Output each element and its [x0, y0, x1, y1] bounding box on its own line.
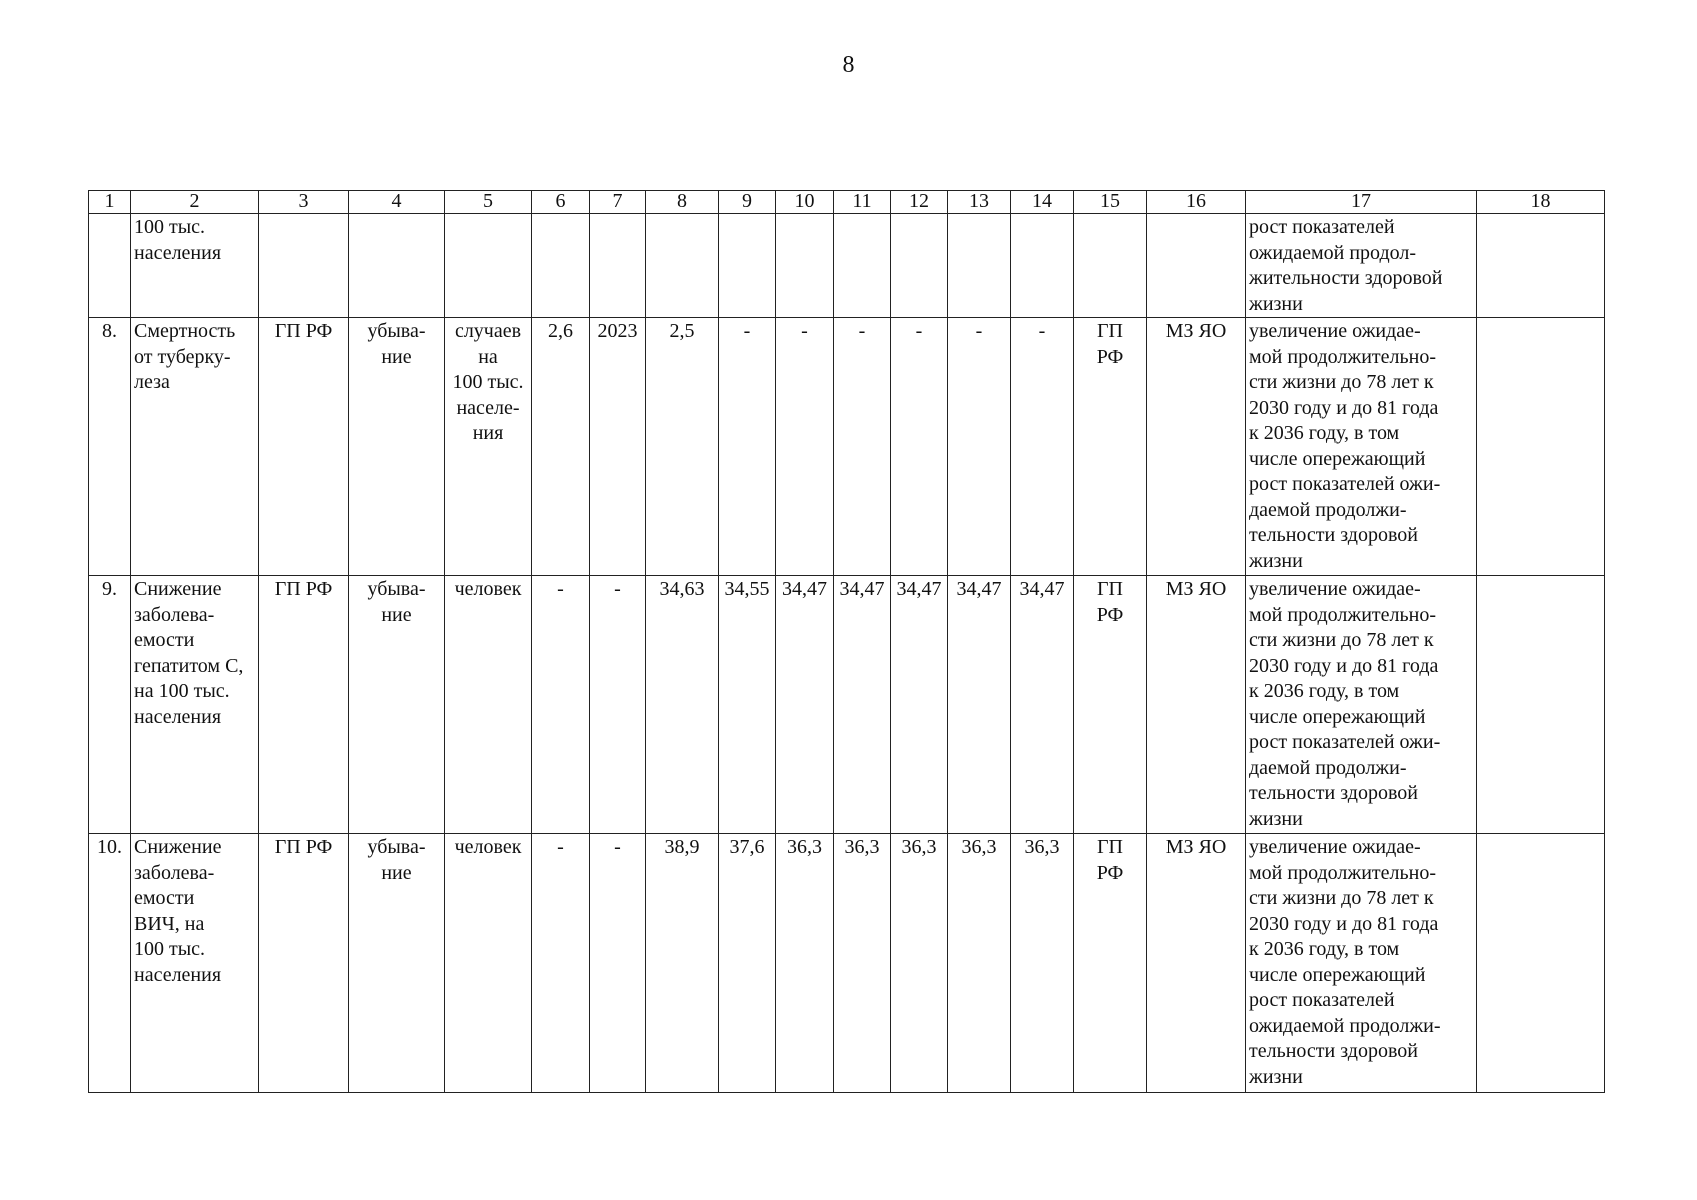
goal-link-line: тельности здоровой	[1249, 1040, 1418, 1062]
goal-link-line: сти жизни до 78 лет к	[1249, 371, 1434, 393]
empty-cell	[891, 214, 948, 318]
table-row	[89, 834, 1605, 1093]
goal-link-line: числе опережающий	[1249, 447, 1426, 470]
unit-of-measure	[445, 576, 532, 834]
year-value-8: 2,5	[646, 318, 719, 576]
unit-of-measure-line: населе-	[456, 396, 520, 419]
empty-cell	[1477, 214, 1605, 318]
goal-link	[1246, 318, 1477, 576]
responsible-body: МЗ ЯО	[1147, 834, 1246, 1093]
indicator-name-line: населения	[134, 705, 222, 728]
indicator-trend	[349, 834, 445, 1093]
year-value-12: 34,47	[891, 576, 948, 834]
indicator-name-line: заболева-	[134, 861, 215, 884]
cont-goal-text	[1246, 214, 1477, 318]
indicator-name-line: на 100 тыс.	[134, 680, 230, 702]
indicator-name-line: гепатитом С,	[134, 654, 244, 677]
year-value-11: -	[834, 318, 891, 576]
goal-link-line: к 2036 году, в том	[1249, 938, 1400, 960]
year-value-13: -	[948, 318, 1011, 576]
header-cell-9: 9	[719, 191, 776, 214]
header-cell-17: 17	[1246, 191, 1477, 214]
unit-of-measure-line: ния	[472, 422, 504, 444]
indicator-name-line: ВИЧ, на	[134, 912, 205, 935]
header-cell-13: 13	[948, 191, 1011, 214]
source-document-line: ГП	[1096, 320, 1123, 342]
goal-link-line: ожидаемой продолжи-	[1249, 1014, 1441, 1037]
header-row	[89, 191, 1605, 214]
source-document-line: РФ	[1096, 861, 1124, 884]
empty-cell	[590, 214, 646, 318]
header-cell-11: 11	[834, 191, 891, 214]
unit-of-measure-line: 100 тыс.	[452, 371, 524, 393]
header-cell-18: 18	[1477, 191, 1605, 214]
year-value-8: 34,63	[646, 576, 719, 834]
year-value-11: 36,3	[834, 834, 891, 1093]
goal-link-line: 2030 году и до 81 года	[1249, 912, 1439, 935]
source-document	[1074, 576, 1147, 834]
indicator-trend-line: убыва-	[367, 320, 426, 342]
responsible-body: МЗ ЯО	[1147, 318, 1246, 576]
empty-cell	[646, 214, 719, 318]
row-number: 8.	[89, 318, 131, 576]
table-row	[89, 318, 1605, 576]
indicator-name-line: населения	[134, 963, 222, 986]
base-year: -	[590, 576, 646, 834]
responsible-body: МЗ ЯО	[1147, 576, 1246, 834]
goal-link-line: 2030 году и до 81 года	[1249, 654, 1439, 677]
indicators-table	[88, 190, 1605, 1093]
header-cell-1: 1	[89, 191, 131, 214]
year-value-11: 34,47	[834, 576, 891, 834]
goal-link-line: тельности здоровой	[1249, 782, 1418, 804]
indicator-name-line: леза	[134, 371, 170, 393]
header-cell-15: 15	[1074, 191, 1147, 214]
header-cell-5: 5	[445, 191, 532, 214]
cont-indicator-name	[131, 214, 259, 318]
page-number: 8	[842, 52, 855, 78]
header-cell-7: 7	[590, 191, 646, 214]
header-cell-6: 6	[532, 191, 590, 214]
indicator-name	[131, 834, 259, 1093]
base-value: 2,6	[532, 318, 590, 576]
header-cell-4: 4	[349, 191, 445, 214]
unit-of-measure-line: человек	[454, 578, 522, 600]
indicator-level: ГП РФ	[259, 576, 349, 834]
header-cell-10: 10	[776, 191, 834, 214]
header-cell-8: 8	[646, 191, 719, 214]
goal-link-line: к 2036 году, в том	[1249, 680, 1400, 702]
year-value-10: -	[776, 318, 834, 576]
base-year: 2023	[590, 318, 646, 576]
continuation-row	[89, 214, 1605, 318]
header-cell-2: 2	[131, 191, 259, 214]
goal-link-line: рост показателей ожи-	[1249, 473, 1441, 495]
goal-link-line: к 2036 году, в том	[1249, 422, 1400, 444]
empty-cell	[89, 214, 131, 318]
goal-link-line: жизни	[1249, 807, 1303, 830]
table-row	[89, 576, 1605, 834]
cont-goal-text-line: рост показателей	[1249, 216, 1395, 238]
year-value-10: 34,47	[776, 576, 834, 834]
goal-link-line: тельности здоровой	[1249, 524, 1418, 546]
goal-link-line: жизни	[1249, 549, 1303, 572]
base-value: -	[532, 834, 590, 1093]
indicator-level: ГП РФ	[259, 834, 349, 1093]
goal-link-line: числе опережающий	[1249, 963, 1426, 986]
cont-indicator-name-line: населения	[134, 241, 222, 264]
empty-cell	[776, 214, 834, 318]
note-cell	[1477, 834, 1605, 1093]
goal-link-line: числе опережающий	[1249, 705, 1426, 728]
goal-link	[1246, 576, 1477, 834]
goal-link-line: 2030 году и до 81 года	[1249, 396, 1439, 419]
note-cell	[1477, 576, 1605, 834]
goal-link-line: сти жизни до 78 лет к	[1249, 629, 1434, 651]
source-document-line: РФ	[1096, 603, 1124, 626]
empty-cell	[834, 214, 891, 318]
unit-of-measure-line: человек	[454, 836, 522, 858]
indicator-trend-line: ние	[381, 603, 412, 626]
cont-indicator-name-line: 100 тыс.	[134, 216, 206, 238]
header-cell-12: 12	[891, 191, 948, 214]
goal-link-line: жизни	[1249, 1065, 1303, 1088]
year-value-10: 36,3	[776, 834, 834, 1093]
goal-link-line: рост показателей	[1249, 989, 1395, 1011]
indicator-trend-line: убыва-	[367, 578, 426, 600]
empty-cell	[1011, 214, 1074, 318]
goal-link-line: увеличение ожидае-	[1249, 836, 1421, 858]
header-cell-3: 3	[259, 191, 349, 214]
year-value-12: 36,3	[891, 834, 948, 1093]
year-value-14: 36,3	[1011, 834, 1074, 1093]
indicator-trend	[349, 318, 445, 576]
goal-link	[1246, 834, 1477, 1093]
unit-of-measure-line: случаев	[454, 320, 522, 342]
empty-cell	[349, 214, 445, 318]
source-document	[1074, 318, 1147, 576]
cont-goal-text-line: жительности здоровой	[1249, 267, 1443, 289]
goal-link-line: увеличение ожидае-	[1249, 320, 1421, 342]
header-cell-16: 16	[1147, 191, 1246, 214]
goal-link-line: сти жизни до 78 лет к	[1249, 887, 1434, 909]
goal-link-line: мой продолжительно-	[1249, 345, 1436, 368]
goal-link-line: даемой продолжи-	[1249, 756, 1407, 779]
goal-link-line: мой продолжительно-	[1249, 861, 1436, 884]
empty-cell	[259, 214, 349, 318]
indicator-name-line: Снижение	[134, 836, 222, 858]
indicator-trend-line: убыва-	[367, 836, 426, 858]
note-cell	[1477, 318, 1605, 576]
cont-goal-text-line: ожидаемой продол-	[1249, 241, 1416, 264]
indicator-name-line: Снижение	[134, 578, 222, 600]
source-document-line: РФ	[1096, 345, 1124, 368]
year-value-13: 36,3	[948, 834, 1011, 1093]
indicator-name-line: заболева-	[134, 603, 215, 626]
indicator-name-line: 100 тыс.	[134, 938, 206, 960]
indicator-name	[131, 318, 259, 576]
goal-link-line: рост показателей ожи-	[1249, 731, 1441, 753]
year-value-9: 37,6	[719, 834, 776, 1093]
indicator-trend-line: ние	[381, 861, 412, 884]
indicator-level: ГП РФ	[259, 318, 349, 576]
source-document	[1074, 834, 1147, 1093]
empty-cell	[719, 214, 776, 318]
unit-of-measure-line: на	[478, 345, 498, 368]
unit-of-measure	[445, 834, 532, 1093]
base-value: -	[532, 576, 590, 834]
header-cell-14: 14	[1011, 191, 1074, 214]
empty-cell	[948, 214, 1011, 318]
indicator-name-line: от туберку-	[134, 345, 231, 368]
empty-cell	[1074, 214, 1147, 318]
year-value-9: -	[719, 318, 776, 576]
empty-cell	[532, 214, 590, 318]
indicator-name-line: емости	[134, 629, 195, 651]
goal-link-line: мой продолжительно-	[1249, 603, 1436, 626]
source-document-line: ГП	[1096, 578, 1123, 600]
indicator-trend-line: ние	[381, 345, 412, 368]
empty-cell	[445, 214, 532, 318]
cont-goal-text-line: жизни	[1249, 292, 1303, 315]
indicator-name-line: Смертность	[134, 320, 236, 342]
goal-link-line: даемой продолжи-	[1249, 498, 1407, 521]
year-value-12: -	[891, 318, 948, 576]
base-year: -	[590, 834, 646, 1093]
year-value-14: -	[1011, 318, 1074, 576]
row-number: 9.	[89, 576, 131, 834]
year-value-9: 34,55	[719, 576, 776, 834]
indicator-name	[131, 576, 259, 834]
row-number: 10.	[89, 834, 131, 1093]
goal-link-line: увеличение ожидае-	[1249, 578, 1421, 600]
empty-cell	[1147, 214, 1246, 318]
year-value-13: 34,47	[948, 576, 1011, 834]
source-document-line: ГП	[1096, 836, 1123, 858]
year-value-8: 38,9	[646, 834, 719, 1093]
indicator-name-line: емости	[134, 887, 195, 909]
year-value-14: 34,47	[1011, 576, 1074, 834]
indicator-trend	[349, 576, 445, 834]
unit-of-measure	[445, 318, 532, 576]
